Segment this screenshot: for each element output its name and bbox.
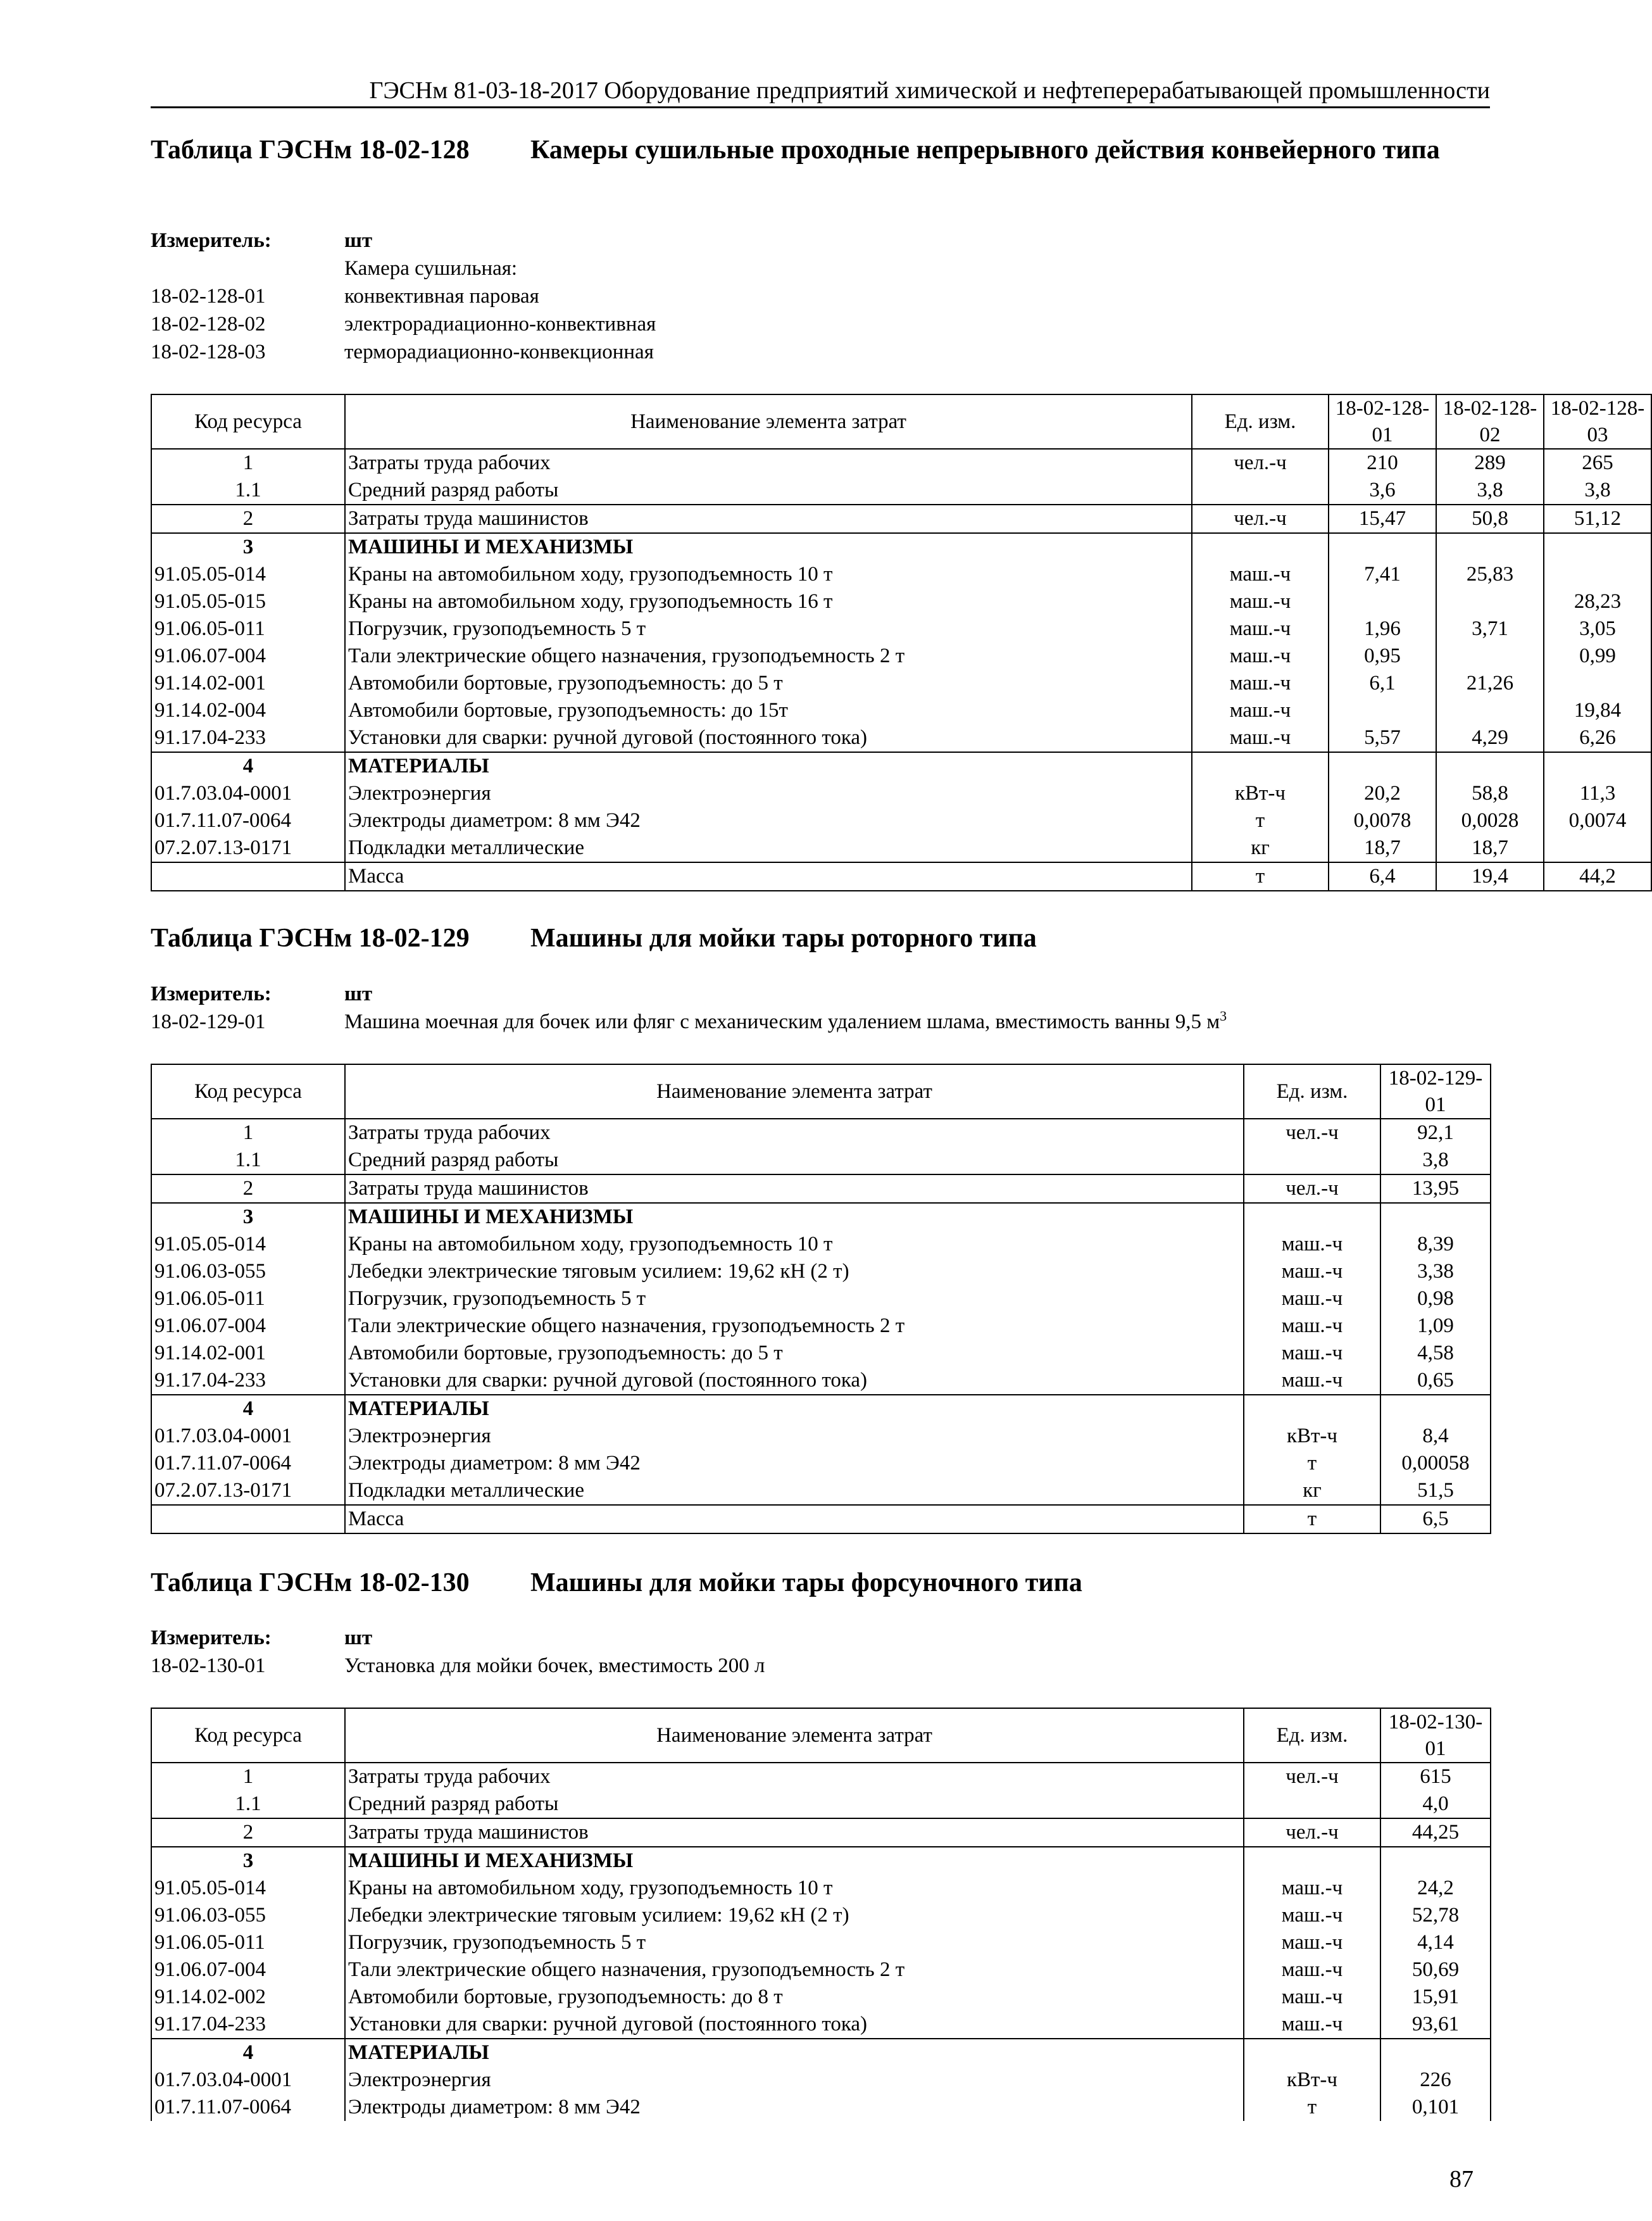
table-header-row [151,1064,1491,1119]
resource-value: 3,8 [1544,477,1651,505]
resource-value: 0,00058 [1380,1450,1491,1477]
resource-value [1436,533,1544,561]
resource-value: 4,14 [1380,1929,1491,1956]
resource-name: Масса [345,862,1192,891]
resource-unit: т [1244,2094,1380,2121]
resource-value: 15,91 [1380,1984,1491,2011]
resource-code: 91.06.05-011 [151,1285,345,1312]
table-row [151,1231,1491,1258]
resource-unit: маш.-ч [1244,1340,1380,1367]
resource-code: 01.7.03.04-0001 [151,780,345,807]
table-130-name: Машины для мойки тары форсуночного типа [530,1568,1082,1597]
table-row [151,477,1651,505]
table-129-code: Таблица ГЭСНм 18-02-129 [151,924,470,953]
resource-name: Электроэнергия [345,780,1192,807]
resource-code: 91.05.05-014 [151,1875,345,1902]
resource-name: Средний разряд работы [345,1147,1244,1174]
resource-unit: чел.-ч [1192,449,1329,477]
resource-unit: маш.-ч [1244,1367,1380,1395]
resource-name: Тали электрические общего назначения, грузоподъемность 2 т [345,643,1192,670]
resource-unit: маш.-ч [1244,2011,1380,2039]
resource-unit: маш.-ч [1192,643,1329,670]
resource-code: 91.17.04-233 [151,1367,345,1395]
resource-value: 13,95 [1380,1174,1491,1203]
resource-name: Погрузчик, грузоподъемность 5 т [345,615,1192,643]
resource-value: 3,6 [1329,477,1436,505]
resource-name: Электроэнергия [345,2067,1244,2094]
table-row [151,1174,1491,1203]
resource-name: Автомобили бортовые, грузоподъемность: до 8 т [345,1984,1244,2011]
resource-value: 1,09 [1380,1312,1491,1340]
resource-value: 25,83 [1436,561,1544,588]
resource-unit: т [1192,862,1329,891]
resource-unit [1244,2039,1380,2067]
resource-table-130 [151,1708,1491,2121]
table-129-name: Машины для мойки тары роторного типа [530,924,1037,953]
resource-value: 0,99 [1544,643,1651,670]
resource-unit: т [1244,1450,1380,1477]
resource-value [1380,1847,1491,1875]
table-row [151,615,1651,643]
table-row [151,2039,1491,2067]
table-row [151,2094,1491,2121]
table-row [151,1956,1491,1984]
resource-name: Краны на автомобильном ходу, грузоподъемность 10 т [345,561,1192,588]
table-130-code: Таблица ГЭСНм 18-02-130 [151,1568,470,1597]
table-row [151,1790,1491,1818]
resource-value: 21,26 [1436,670,1544,697]
resource-unit: кВт-ч [1244,2067,1380,2094]
resource-unit: маш.-ч [1192,697,1329,724]
resource-name: Краны на автомобильном ходу, грузоподъемность 16 т [345,588,1192,615]
col-header-unit: Ед. изм. [1244,1064,1380,1119]
resource-value [1329,588,1436,615]
table-header-row [151,1708,1491,1763]
resource-name: Средний разряд работы [345,1790,1244,1818]
resource-value: 0,98 [1380,1285,1491,1312]
page-number: 87 [1449,2166,1474,2193]
resource-unit: маш.-ч [1244,1312,1380,1340]
resource-name: Электроды диаметром: 8 мм Э42 [345,2094,1244,2121]
resource-value: 93,61 [1380,2011,1491,2039]
resource-value [1329,533,1436,561]
resource-value [1544,670,1651,697]
resource-value: 3,05 [1544,615,1651,643]
resource-name: МАШИНЫ И МЕХАНИЗМЫ [345,1847,1244,1875]
meter-label: Измеритель: [151,229,272,252]
resource-value: 0,0028 [1436,807,1544,834]
resource-code: 91.14.02-004 [151,697,345,724]
resource-value [1329,752,1436,780]
resource-value: 4,29 [1436,724,1544,752]
resource-unit: т [1244,1505,1380,1533]
resource-value [1436,643,1544,670]
resource-unit [1192,752,1329,780]
resource-code: 4 [151,2039,345,2067]
resource-value: 15,47 [1329,505,1436,533]
table-row [151,1450,1491,1477]
resource-value: 51,5 [1380,1477,1491,1505]
table-row [151,862,1651,891]
col-header-code: Код ресурса [151,1708,345,1763]
resource-value: 289 [1436,449,1544,477]
meter-unit: шт [344,983,373,1005]
table-row [151,449,1651,477]
table-row [151,1147,1491,1174]
resource-name: Установки для сварки: ручной дуговой (постоянного тока) [345,724,1192,752]
resource-code: 2 [151,1174,345,1203]
resource-name: Затраты труда рабочих [345,449,1192,477]
resource-value: 3,38 [1380,1258,1491,1285]
resource-value: 6,26 [1544,724,1651,752]
meter-label: Измеритель: [151,983,272,1005]
resource-name: МАТЕРИАЛЫ [345,1395,1244,1423]
resource-unit: чел.-ч [1192,505,1329,533]
resource-name: МАШИНЫ И МЕХАНИЗМЫ [345,1203,1244,1231]
resource-unit: чел.-ч [1244,1818,1380,1847]
resource-code: 07.2.07.13-0171 [151,1477,345,1505]
table-row [151,1902,1491,1929]
resource-unit: маш.-ч [1192,588,1329,615]
resource-value [1380,2039,1491,2067]
resource-code: 91.06.05-011 [151,615,345,643]
resource-unit: маш.-ч [1244,1929,1380,1956]
item-name: терморадиационно-конвекционная [344,341,654,363]
table-row [151,807,1651,834]
resource-code: 91.05.05-015 [151,588,345,615]
resource-code: 3 [151,533,345,561]
resource-code: 4 [151,752,345,780]
resource-code: 1 [151,1763,345,1790]
resource-unit: маш.-ч [1244,1258,1380,1285]
resource-code: 91.06.07-004 [151,643,345,670]
resource-name: Электроды диаметром: 8 мм Э42 [345,1450,1244,1477]
resource-name: Затраты труда рабочих [345,1119,1244,1147]
resource-value: 6,5 [1380,1505,1491,1533]
col-header-norm: 18-02-128-01 [1329,394,1436,449]
resource-unit: чел.-ч [1244,1119,1380,1147]
resource-value: 0,95 [1329,643,1436,670]
item-name: электрорадиационно-конвективная [344,313,656,336]
table-row [151,1340,1491,1367]
resource-unit [1244,1847,1380,1875]
resource-unit: маш.-ч [1244,1902,1380,1929]
item-code: 18-02-129-01 [151,1010,266,1033]
resource-value: 210 [1329,449,1436,477]
table-row [151,1818,1491,1847]
item-code: 18-02-130-01 [151,1654,266,1677]
resource-code: 91.14.02-002 [151,1984,345,2011]
resource-code: 91.17.04-233 [151,724,345,752]
table-row [151,697,1651,724]
resource-value: 3,8 [1436,477,1544,505]
resource-value: 0,65 [1380,1367,1491,1395]
resource-value [1544,561,1651,588]
table-128-code: Таблица ГЭСНм 18-02-128 [151,135,470,165]
col-header-name: Наименование элемента затрат [345,394,1192,449]
resource-unit: кг [1192,834,1329,862]
col-header-norm: 18-02-128-02 [1436,394,1544,449]
resource-code [151,1505,345,1533]
resource-name: Лебедки электрические тяговым усилием: 19,62 кН (2 т) [345,1258,1244,1285]
table-row [151,533,1651,561]
resource-value: 1,96 [1329,615,1436,643]
resource-unit [1244,1395,1380,1423]
resource-code: 2 [151,1818,345,1847]
resource-value [1380,1395,1491,1423]
resource-name: Тали электрические общего назначения, грузоподъемность 2 т [345,1956,1244,1984]
resource-code: 91.17.04-233 [151,2011,345,2039]
table-row [151,1367,1491,1395]
resource-name: Погрузчик, грузоподъемность 5 т [345,1929,1244,1956]
resource-name: Затраты труда машинистов [345,505,1192,533]
resource-value: 24,2 [1380,1875,1491,1902]
resource-value: 92,1 [1380,1119,1491,1147]
resource-table-129 [151,1064,1491,1534]
resource-value [1544,533,1651,561]
resource-value [1544,752,1651,780]
resource-unit: маш.-ч [1192,615,1329,643]
resource-code: 91.05.05-014 [151,1231,345,1258]
resource-value: 44,25 [1380,1818,1491,1847]
resource-unit [1244,1790,1380,1818]
resource-unit: маш.-ч [1244,1875,1380,1902]
resource-code: 91.06.07-004 [151,1956,345,1984]
resource-value: 19,84 [1544,697,1651,724]
resource-unit: маш.-ч [1192,670,1329,697]
resource-value: 4,58 [1380,1340,1491,1367]
running-header: ГЭСНм 81-03-18-2017 Оборудование предприятий химической и нефтеперерабатывающей промышленности [151,75,1490,108]
resource-value: 226 [1380,2067,1491,2094]
col-header-norm: 18-02-130-01 [1380,1708,1491,1763]
resource-value: 11,3 [1544,780,1651,807]
resource-name: Автомобили бортовые, грузоподъемность: до 15т [345,697,1192,724]
resource-code: 1.1 [151,477,345,505]
resource-unit: маш.-ч [1244,1285,1380,1312]
table-row [151,1285,1491,1312]
resource-value: 615 [1380,1763,1491,1790]
resource-value: 44,2 [1544,862,1651,891]
resource-code: 1.1 [151,1790,345,1818]
item-name: Машина моечная для бочек или фляг с механическим удалением шлама, вместимость ванны 9,5 $м^3$ [344,1008,1227,1033]
table-row [151,834,1651,862]
resource-code: 91.14.02-001 [151,1340,345,1367]
resource-value: 3,71 [1436,615,1544,643]
resource-value: 0,101 [1380,2094,1491,2121]
resource-code: 91.14.02-001 [151,670,345,697]
resource-value: 51,12 [1544,505,1651,533]
table-128-name: Камеры сушильные проходные непрерывного действия конвейерного типа [530,135,1440,165]
table-row [151,724,1651,752]
resource-name: Затраты труда машинистов [345,1174,1244,1203]
resource-value [1380,1203,1491,1231]
meter-label: Измеритель: [151,1626,272,1649]
resource-name: Краны на автомобильном ходу, грузоподъемность 10 т [345,1231,1244,1258]
table-row [151,1119,1491,1147]
resource-unit: чел.-ч [1244,1763,1380,1790]
table-row [151,1258,1491,1285]
resource-unit: кг [1244,1477,1380,1505]
resource-name: Средний разряд работы [345,477,1192,505]
resource-value [1436,697,1544,724]
resource-name: Автомобили бортовые, грузоподъемность: до 5 т [345,1340,1244,1367]
resource-code: 91.06.03-055 [151,1258,345,1285]
resource-value: 18,7 [1329,834,1436,862]
resource-code [151,862,345,891]
resource-value: 58,8 [1436,780,1544,807]
table-row [151,1203,1491,1231]
resource-code: 1.1 [151,1147,345,1174]
resource-code: 2 [151,505,345,533]
resource-value [1436,752,1544,780]
group-label: Камера сушильная: [344,257,518,280]
col-header-unit: Ед. изм. [1244,1708,1380,1763]
col-header-norm: 18-02-128-03 [1544,394,1651,449]
resource-unit [1192,533,1329,561]
resource-value: 5,57 [1329,724,1436,752]
table-row [151,1395,1491,1423]
table-header-row [151,394,1651,449]
resource-code: 01.7.11.07-0064 [151,1450,345,1477]
resource-unit: маш.-ч [1244,1231,1380,1258]
col-header-norm: 18-02-129-01 [1380,1064,1491,1119]
resource-value [1329,697,1436,724]
resource-value [1544,834,1651,862]
table-row [151,1477,1491,1505]
resource-name: МАШИНЫ И МЕХАНИЗМЫ [345,533,1192,561]
resource-code: 3 [151,1203,345,1231]
item-name: Установка для мойки бочек, вместимость 200 л [344,1654,765,1677]
table-row [151,2067,1491,2094]
resource-value: 50,69 [1380,1956,1491,1984]
resource-value: 19,4 [1436,862,1544,891]
resource-value: 0,0078 [1329,807,1436,834]
resource-code: 91.05.05-014 [151,561,345,588]
resource-value: 3,8 [1380,1147,1491,1174]
resource-code: 1 [151,449,345,477]
item-name: конвективная паровая [344,285,539,308]
resource-name: Тали электрические общего назначения, грузоподъемность 2 т [345,1312,1244,1340]
col-header-code: Код ресурса [151,1064,345,1119]
table-row [151,752,1651,780]
resource-code: 01.7.03.04-0001 [151,1423,345,1450]
resource-name: Электроды диаметром: 8 мм Э42 [345,807,1192,834]
resource-value: 0,0074 [1544,807,1651,834]
resource-code: 01.7.11.07-0064 [151,807,345,834]
resource-unit [1244,1203,1380,1231]
resource-name: МАТЕРИАЛЫ [345,752,1192,780]
resource-unit: чел.-ч [1244,1174,1380,1203]
col-header-code: Код ресурса [151,394,345,449]
meter-unit: шт [344,229,373,252]
resource-unit: кВт-ч [1244,1423,1380,1450]
table-row [151,1929,1491,1956]
resource-name: Затраты труда машинистов [345,1818,1244,1847]
col-header-name: Наименование элемента затрат [345,1708,1244,1763]
resource-value: 8,4 [1380,1423,1491,1450]
resource-value: 4,0 [1380,1790,1491,1818]
table-row [151,780,1651,807]
resource-name: Установки для сварки: ручной дуговой (постоянного тока) [345,2011,1244,2039]
resource-value [1436,588,1544,615]
resource-value: 20,2 [1329,780,1436,807]
resource-unit: маш.-ч [1244,1984,1380,2011]
resource-name: Лебедки электрические тяговым усилием: 19,62 кН (2 т) [345,1902,1244,1929]
table-row [151,1505,1491,1533]
table-row [151,1847,1491,1875]
resource-unit: маш.-ч [1192,561,1329,588]
resource-code: 4 [151,1395,345,1423]
col-header-unit: Ед. изм. [1192,394,1329,449]
resource-unit: кВт-ч [1192,780,1329,807]
resource-value: 28,23 [1544,588,1651,615]
resource-code: 91.06.03-055 [151,1902,345,1929]
table-row [151,1312,1491,1340]
resource-code: 91.06.07-004 [151,1312,345,1340]
resource-code: 01.7.11.07-0064 [151,2094,345,2121]
table-row [151,643,1651,670]
resource-code: 1 [151,1119,345,1147]
resource-name: Подкладки металлические [345,834,1192,862]
resource-name: Электроэнергия [345,1423,1244,1450]
table-row [151,670,1651,697]
resource-value: 18,7 [1436,834,1544,862]
table-row [151,1763,1491,1790]
resource-unit [1244,1147,1380,1174]
resource-name: Подкладки металлические [345,1477,1244,1505]
resource-name: МАТЕРИАЛЫ [345,2039,1244,2067]
table-row [151,588,1651,615]
resource-value: 8,39 [1380,1231,1491,1258]
resource-code: 3 [151,1847,345,1875]
resource-value: 265 [1544,449,1651,477]
resource-value: 50,8 [1436,505,1544,533]
resource-code: 01.7.03.04-0001 [151,2067,345,2094]
table-row [151,2011,1491,2039]
item-code: 18-02-128-01 [151,285,266,308]
col-header-name: Наименование элемента затрат [345,1064,1244,1119]
table-row [151,1423,1491,1450]
resource-unit: маш.-ч [1192,724,1329,752]
resource-code: 07.2.07.13-0171 [151,834,345,862]
resource-name: Краны на автомобильном ходу, грузоподъемность 10 т [345,1875,1244,1902]
resource-value: 6,4 [1329,862,1436,891]
resource-name: Затраты труда рабочих [345,1763,1244,1790]
table-row [151,505,1651,533]
item-code: 18-02-128-03 [151,341,266,363]
resource-unit: т [1192,807,1329,834]
resource-name: Погрузчик, грузоподъемность 5 т [345,1285,1244,1312]
resource-value: 7,41 [1329,561,1436,588]
resource-table-128 [151,394,1652,891]
resource-value: 6,1 [1329,670,1436,697]
item-code: 18-02-128-02 [151,313,266,336]
resource-name: Автомобили бортовые, грузоподъемность: до 5 т [345,670,1192,697]
table-row [151,1984,1491,2011]
resource-name: Установки для сварки: ручной дуговой (постоянного тока) [345,1367,1244,1395]
resource-name: Масса [345,1505,1244,1533]
table-row [151,1875,1491,1902]
resource-code: 91.06.05-011 [151,1929,345,1956]
meter-unit: шт [344,1626,373,1649]
table-row [151,561,1651,588]
resource-unit: маш.-ч [1244,1956,1380,1984]
resource-unit [1192,477,1329,505]
resource-value: 52,78 [1380,1902,1491,1929]
